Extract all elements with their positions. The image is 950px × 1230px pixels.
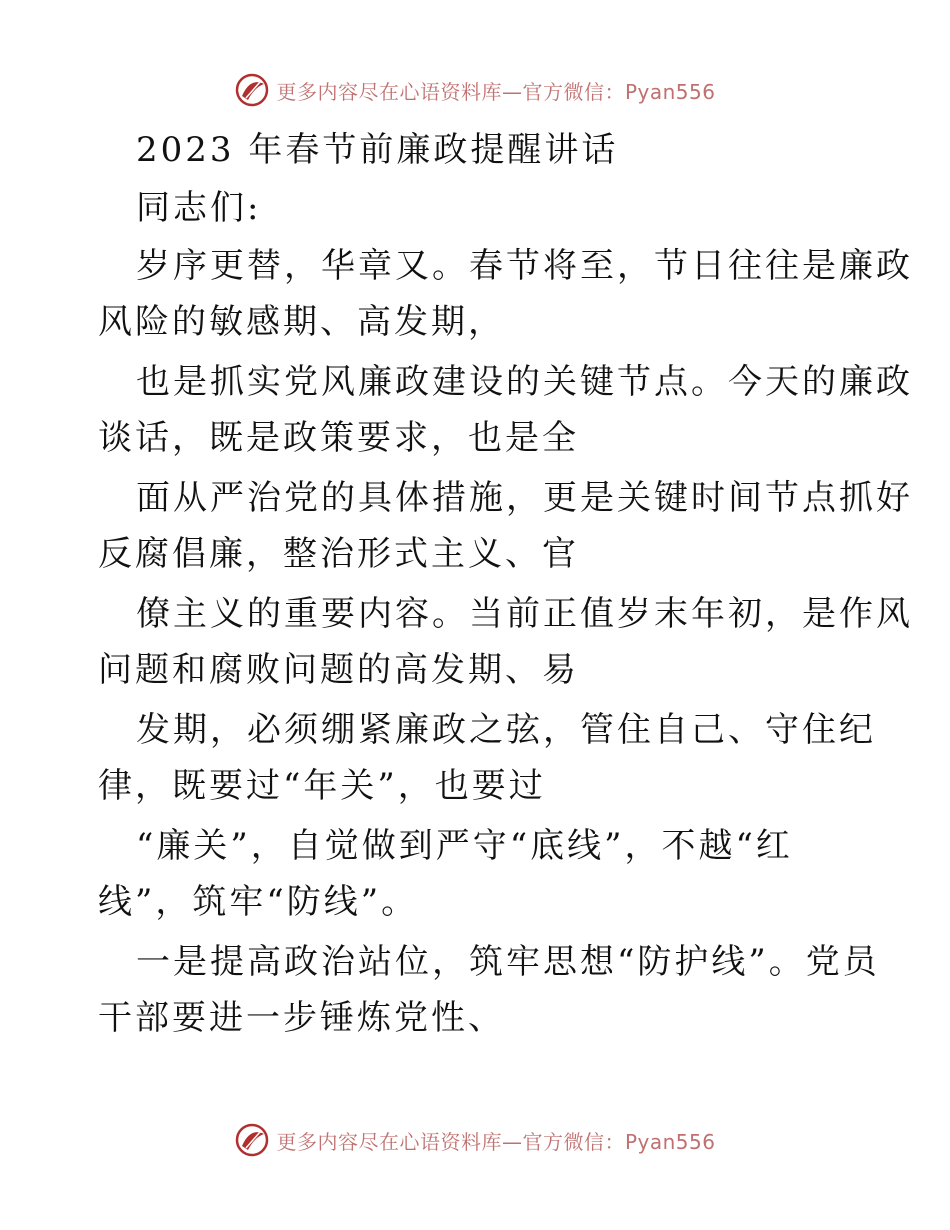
document-title: 2023 年春节前廉政提醒讲话: [136, 130, 619, 170]
paragraph-line: 谈话，既是政策要求，也是全: [98, 418, 579, 458]
paragraph-line: 线”，筑牢“防线”。: [98, 882, 419, 922]
paragraph-line: 问题和腐败问题的高发期、易: [98, 650, 579, 690]
paragraph-line: 干部要进一步锤炼党性、: [98, 998, 505, 1038]
header-watermark: [0, 70, 950, 110]
watermark-text: 更多内容尽在心语资料库—官方微信：Pyan556: [276, 1129, 716, 1154]
paragraph-line: 反腐倡廉，整治形式主义、官: [98, 534, 579, 574]
paragraph-line: 风险的敏感期、高发期，: [98, 302, 505, 342]
paragraph-line: 僚主义的重要内容。当前正值岁末年初，是作风: [136, 594, 913, 634]
paragraph-line: 律，既要过“年关”，也要过: [98, 766, 546, 806]
greeting: 同志们:: [136, 188, 262, 228]
logo-icon: [234, 72, 270, 108]
paragraph-line: “廉关”，自觉做到严守“底线”，不越“红: [136, 826, 793, 866]
logo-icon: [234, 1122, 270, 1158]
paragraph-line: 也是抓实党风廉政建设的关键节点。今天的廉政: [136, 362, 913, 402]
paragraph-line: 发期，必须绷紧廉政之弦，管住自己、守住纪: [136, 710, 876, 750]
footer-watermark: [0, 1120, 950, 1160]
paragraph-line: 面从严治党的具体措施，更是关键时间节点抓好: [136, 478, 913, 518]
paragraph-line: 一是提高政治站位，筑牢思想“防护线”。党员: [136, 942, 880, 982]
paragraph-line: 岁序更替，华章又。春节将至，节日往往是廉政: [136, 246, 913, 286]
watermark-text: 更多内容尽在心语资料库—官方微信：Pyan556: [276, 79, 716, 104]
